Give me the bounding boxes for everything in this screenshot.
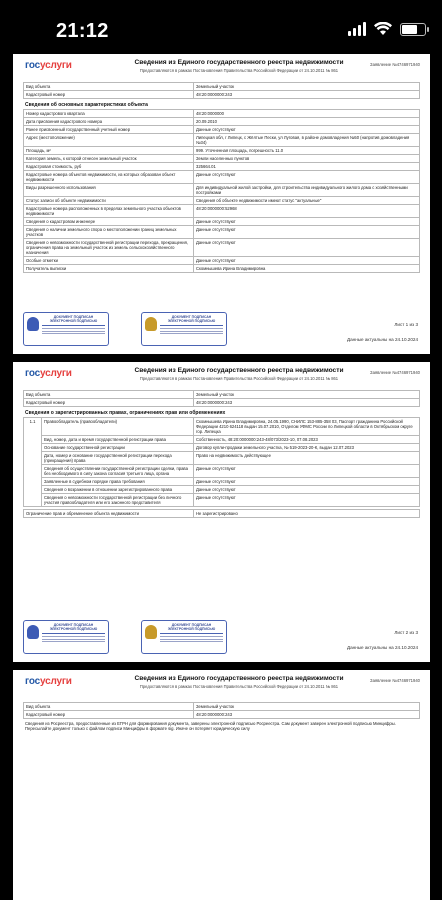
table-row: Сведения об осуществлении государственной регистрации сделки, права без необходимого в силу закона согласия третьего лица, органа Данные отсутствуют <box>24 465 420 478</box>
table-row: Дата присвоения кадастрового номера 20.09.2010 <box>24 118 420 126</box>
document-subtitle: Предоставляются в рамках Постановления Правительства Российской Федерации от 24.10.2011 № 861 <box>139 376 339 381</box>
signature-stamp-rosreestr: ДОКУМЕНТ ПОДПИСАН ЭЛЕКТРОННОЙ ПОДПИСЬЮ <box>23 312 109 346</box>
gosuslugi-logo: госуслуги <box>25 676 72 687</box>
battery-icon <box>400 23 426 36</box>
table-row: Особые отметки Данные отсутствуют <box>24 257 420 265</box>
wifi-icon <box>374 22 392 36</box>
table-row: Площадь, м² 999. Уточненная площадь, погрешность 11.0 <box>24 147 420 155</box>
signature-stamp-rosreestr: ДОКУМЕНТ ПОДПИСАН ЭЛЕКТРОННОЙ ПОДПИСЬЮ <box>23 620 109 654</box>
emblem-icon <box>145 625 157 639</box>
table-row: Кадастровая стоимость, руб 325664.01 <box>24 163 420 171</box>
section-title: Сведения о зарегистрированных правах, ограничениях прав или обременениях <box>25 410 226 416</box>
page-header <box>23 58 420 82</box>
table-row: Сведения о невозможности государственной регистрации без личного участия правообладателя или его законного представителя Данные отсутствуют <box>24 494 420 507</box>
status-time: 21:12 <box>56 20 109 42</box>
restriction-table: Ограничение прав и обременение объекта недвижимости Не зарегистрировано <box>23 509 420 518</box>
actual-date: Данные актуальны на 24.10.2024 <box>347 645 418 650</box>
signature-stamp-mintsifry: ДОКУМЕНТ ПОДПИСАН ЭЛЕКТРОННОЙ ПОДПИСЬЮ <box>141 312 227 346</box>
table-row: Сведения о кадастровом инженере Данные отсутствуют <box>24 218 420 226</box>
table-row: Статус записи об объекте недвижимости Сведения об объекте недвижимости имеют статус "актуальные" <box>24 197 420 205</box>
document-title: Сведения из Единого государственного реестра недвижимости <box>134 367 344 374</box>
application-number: Заявление №4746971940 <box>370 370 420 375</box>
characteristics-table <box>23 109 420 273</box>
object-table: Вид объекта Земельный участок Кадастровый номер 48:20:0000000:243 <box>23 702 420 719</box>
page-footer <box>23 614 420 658</box>
table-row: Кадастровые номера объектов недвижимости, из которых образован объект недвижимости Данные отсутствуют <box>24 171 420 184</box>
table-row: Адрес (местоположение) Липецкая обл, г Липецк, с Жёлтые Пески, ул Луговая, в районе домовладения №50 (напротив домовладения №34) <box>24 134 420 147</box>
signature-stamp-mintsifry: ДОКУМЕНТ ПОДПИСАН ЭЛЕКТРОННОЙ ПОДПИСЬЮ <box>141 620 227 654</box>
page-footer <box>23 306 420 350</box>
page-header <box>23 674 420 698</box>
document-title: Сведения из Единого государственного реестра недвижимости <box>134 675 344 682</box>
document-page-1 <box>13 54 430 354</box>
document-subtitle: Предоставляются в рамках Постановления Правительства Российской Федерации от 24.10.2011 № 861 <box>139 68 339 73</box>
document-page-3 <box>13 670 430 900</box>
object-table: Вид объекта Земельный участок Кадастровый номер 48:20:0000000:243 <box>23 390 420 407</box>
table-row: Дата, номер и основание государственной регистрации перехода (прекращения) права Право на недвижимость действующее <box>24 452 420 465</box>
table-row: Виды разрешенного использования Для индивидуальной жилой застройки, для строительства индивидуального жилого дома с хозяйственными постройками <box>24 184 420 197</box>
table-row: Заявленные в судебном порядке права требования Данные отсутствуют <box>24 478 420 486</box>
application-number: Заявление №4746971940 <box>370 62 420 67</box>
table-row: 1.1 Правообладатель (правообладатели) Скомнышева Ирина Владимировна, 24.05.1990, СНИЛС 153-885-358 03, Паспорт гражданина Российской Федерации 4210 624118 выдан 15.07.2010, Отделом УФМС России по Липецкой области в Октябрьском округе гор. Липецка <box>24 418 420 436</box>
document-subtitle: Предоставляются в рамках Постановления Правительства Российской Федерации от 24.10.2011 № 861 <box>139 684 339 689</box>
table-row: Сведения о невозможности государственной регистрации перехода, прекращения, ограничения права на земельный участок из земель сельскохозяйственного назначения Данные отсутствуют <box>24 239 420 257</box>
table-row: Сведения о наличии земельного спора о местоположении границ земельных участков Данные отсутствуют <box>24 226 420 239</box>
table-row: Кадастровые номера расположенных в пределах земельного участка объектов недвижимости 48:20:0000000:52968 <box>24 205 420 218</box>
gosuslugi-logo: госуслуги <box>25 60 72 71</box>
table-row: Номер кадастрового квартала 48:20:0000000 <box>24 110 420 118</box>
table-row: Вид, номер, дата и время государственной регистрации права Собственность, 48:20:0000000:243-48/073/2023-10, 07.08.2023 <box>24 436 420 444</box>
table-row: Основание государственной регистрации Договор купли-продажи земельного участка, № 519-2023-20-К, выдан 12.07.2023 <box>24 444 420 452</box>
table-row: Получатель выписки Скомнышева Ирина Владимировна <box>24 265 420 273</box>
table-row: Сведения о возражении в отношении зарегистрированного права Данные отсутствуют <box>24 486 420 494</box>
signal-icon <box>348 22 366 36</box>
sheet-number: Лист 1 из 3 <box>394 322 418 327</box>
page-header <box>23 366 420 390</box>
rights-table <box>23 417 420 507</box>
signature-note: Сведения из Росреестра, предоставленные из ЕГРН для формирования документа, заверены электронной подписью Росреестра. Сам документ заверен электронной подписью Минцифры. Пересылайте документ только с файлом подписи Минцифры в формате sig. Иначе он потеряет юридическую силу <box>25 721 396 732</box>
status-bar <box>0 0 442 48</box>
emblem-icon <box>27 317 39 331</box>
actual-date: Данные актуальны на 24.10.2024 <box>347 337 418 342</box>
table-row: Ранее присвоенный государственный учетный номер Данные отсутствуют <box>24 126 420 134</box>
document-title: Сведения из Единого государственного реестра недвижимости <box>134 59 344 66</box>
section-title: Сведения об основных характеристиках объекта <box>25 102 148 108</box>
emblem-icon <box>145 317 157 331</box>
gosuslugi-logo: госуслуги <box>25 368 72 379</box>
document-page-2 <box>13 362 430 662</box>
status-icons <box>348 22 426 36</box>
emblem-icon <box>27 625 39 639</box>
object-table: Вид объекта Земельный участок Кадастровый номер 48:20:0000000:243 <box>23 82 420 99</box>
table-row: Категория земель, к которой отнесен земельный участок Земли населенных пунктов <box>24 155 420 163</box>
application-number: Заявление №4746971940 <box>370 678 420 683</box>
sheet-number: Лист 2 из 3 <box>394 630 418 635</box>
